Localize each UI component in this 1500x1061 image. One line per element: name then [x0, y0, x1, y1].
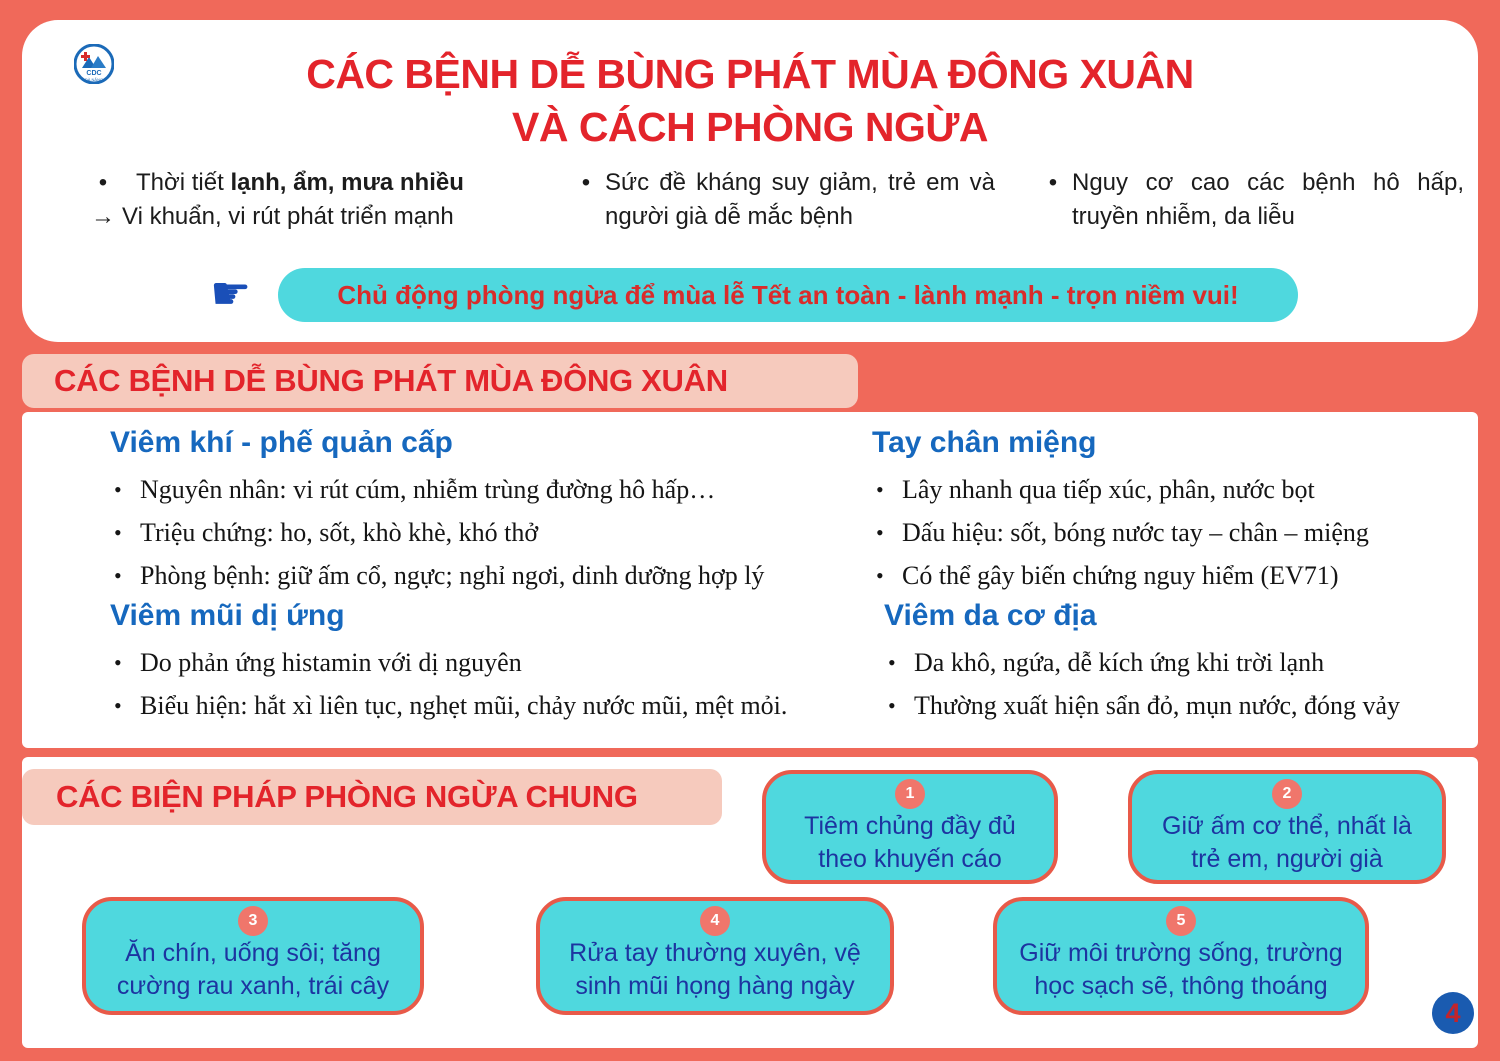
disease-points [110, 472, 826, 593]
disease-point: • Do phản ứng histamin với dị nguyên [110, 645, 810, 680]
intro-text-bold: lạnh, ẩm, mưa nhiều [230, 169, 464, 196]
measure-number-badge: 5 [1166, 906, 1196, 936]
intro-text-prefix: Thời tiết [136, 169, 231, 196]
intro-line [84, 200, 524, 234]
section-header-prevention: CÁC BIỆN PHÁP PHÒNG NGỪA CHUNG [22, 769, 722, 825]
intro-text: Nguy cơ cao các bệnh hô hấp, truyền nhiễm, da liễu [1072, 169, 1464, 230]
measure-box-4 [536, 897, 894, 1015]
title-line-2: VÀ CÁCH PHÒNG NGỪA [511, 104, 989, 150]
measure-number-badge: 2 [1272, 779, 1302, 809]
logo-city: ĐÀ NẴNG [84, 77, 104, 82]
pointing-hand-icon: ☛ [210, 266, 252, 320]
arrow-right-icon: → [91, 203, 115, 230]
measure-text: Rửa tay thường xuyên, vệ sinh mũi họng hàng ngày [569, 939, 861, 1000]
bullet-icon: • [98, 169, 108, 196]
measure-box-2 [1128, 770, 1446, 884]
disease-point: • Nguyên nhân: vi rút cúm, nhiễm trùng đường hô hấp… [110, 472, 826, 507]
disease-point: • Dấu hiệu: sốt, bóng nước tay – chân – miệng [872, 515, 1492, 550]
measure-box-5 [993, 897, 1369, 1015]
disease-point: • Phòng bệnh: giữ ấm cổ, ngực; nghỉ ngơi, dinh dưỡng hợp lý [110, 558, 826, 593]
section-header-diseases: CÁC BỆNH DỄ BÙNG PHÁT MÙA ĐÔNG XUÂN [22, 354, 858, 408]
measure-box-1 [762, 770, 1058, 884]
intro-col-immunity [567, 166, 995, 234]
measure-box-3 [82, 897, 424, 1015]
disease-point: • Có thể gây biến chứng nguy hiểm (EV71) [872, 558, 1492, 593]
intro-col-risk [1034, 166, 1464, 234]
intro-line [84, 166, 524, 200]
disease-name: Viêm da cơ địa [884, 599, 1097, 632]
disease-name: Viêm mũi dị ứng [110, 599, 345, 632]
intro-bullets [22, 166, 1478, 252]
disease-point: • Lây nhanh qua tiếp xúc, phân, nước bọt [872, 472, 1492, 507]
intro-col-weather [84, 166, 524, 234]
intro-line [1034, 166, 1464, 234]
intro-text: Vi khuẩn, vi rút phát triển mạnh [122, 203, 454, 230]
disease-point: • Triệu chứng: ho, sốt, khò khè, khó thở [110, 515, 826, 550]
logo-abbr: CDC [86, 70, 102, 77]
disease-atopic-dermatitis [884, 597, 1494, 731]
intro-text: Sức đề kháng suy giảm, trẻ em và người già dễ mắc bệnh [605, 169, 995, 230]
disease-allergic-rhinitis [110, 597, 810, 731]
disease-hand-foot-mouth [872, 424, 1492, 601]
disease-bronchitis [110, 424, 826, 601]
intro-text [122, 166, 464, 200]
page-title [22, 48, 1478, 154]
disease-name: Tay chân miệng [872, 426, 1097, 459]
disease-points [884, 645, 1494, 723]
measure-text: Giữ ấm cơ thể, nhất là trẻ em, người già [1162, 812, 1412, 873]
measure-text: Ăn chín, uống sôi; tăng cường rau xanh, trái cây [116, 939, 390, 1000]
disease-point: • Biểu hiện: hắt xì liên tục, nghẹt mũi, chảy nước mũi, mệt mỏi. [110, 688, 810, 723]
bullet-icon: • [581, 169, 591, 196]
disease-point: • Da khô, ngứa, dễ kích ứng khi trời lạnh [884, 645, 1494, 680]
slogan-banner: Chủ động phòng ngừa để mùa lễ Tết an toàn - lành mạnh - trọn niềm vui! [278, 268, 1298, 322]
disease-name: Viêm khí - phế quản cấp [110, 426, 453, 459]
measure-number-badge: 1 [895, 779, 925, 809]
disease-points [110, 645, 810, 723]
measure-number-badge: 4 [700, 906, 730, 936]
measure-text: Giữ môi trường sống, trường học sạch sẽ, thông thoáng [1019, 939, 1343, 1000]
measure-number-badge: 3 [238, 906, 268, 936]
intro-line [567, 166, 995, 234]
title-line-1: CÁC BỆNH DỄ BÙNG PHÁT MÙA ĐÔNG XUÂN [306, 51, 1194, 97]
disease-points [872, 472, 1492, 593]
page-number-badge: 4 [1432, 992, 1474, 1034]
measure-text: Tiêm chủng đầy đủ theo khuyến cáo [804, 812, 1016, 873]
disease-point: • Thường xuất hiện sẩn đỏ, mụn nước, đóng vảy [884, 688, 1494, 723]
diseases-card [22, 412, 1478, 748]
header-card [22, 20, 1478, 342]
bullet-icon: • [1048, 169, 1058, 196]
